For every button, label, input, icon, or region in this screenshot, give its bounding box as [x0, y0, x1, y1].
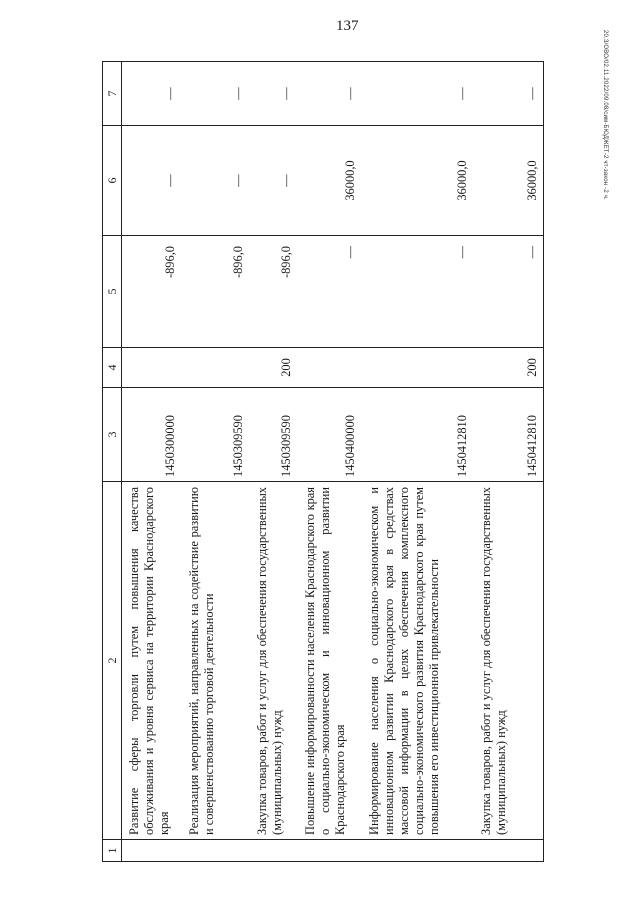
table-row	[474, 62, 544, 862]
table-wrapper	[102, 62, 543, 862]
target-code: 1450412810	[362, 388, 474, 482]
header-col-5: 5	[103, 236, 122, 348]
amount-col5: -896,0	[122, 236, 182, 348]
header-col-4: 4	[103, 348, 122, 388]
amount-col5: —	[362, 236, 474, 348]
rotated-table-container	[102, 62, 543, 862]
amount-col6: —	[182, 126, 250, 236]
budget-table	[102, 61, 544, 862]
expense-type: 200	[474, 348, 544, 388]
amount-col6: 36000,0	[362, 126, 474, 236]
row-number-cell	[362, 840, 474, 862]
amount-col6: —	[250, 126, 298, 236]
row-number-cell	[250, 840, 298, 862]
row-number-cell	[182, 840, 250, 862]
amount-col5: -896,0	[182, 236, 250, 348]
target-code: 1450400000	[298, 388, 362, 482]
expense-type	[362, 348, 474, 388]
amount-col7: —	[474, 62, 544, 126]
header-col-2: 2	[103, 482, 122, 840]
amount-col6: —	[122, 126, 182, 236]
amount-col7: —	[250, 62, 298, 126]
target-code: 1450309590	[250, 388, 298, 482]
header-col-1: 1	[103, 840, 122, 862]
page-number: 137	[336, 18, 359, 34]
target-code: 1450309590	[182, 388, 250, 482]
table-row	[122, 62, 182, 862]
item-name: Развитие сферы торговли путем повышения качества обслуживания и уровня сервиса на территории Краснодарского края	[122, 482, 182, 840]
target-code: 1450300000	[122, 388, 182, 482]
amount-col7: —	[298, 62, 362, 126]
item-name: Реализация мероприятий, направленных на содействие развитию и совершенствованию торговой деятельности	[182, 482, 250, 840]
header-col-7: 7	[103, 62, 122, 126]
expense-type: 200	[250, 348, 298, 388]
table-row	[250, 62, 298, 862]
header-col-3: 3	[103, 388, 122, 482]
amount-col7: —	[182, 62, 250, 126]
document-registration-stamp: 20.3/ОВО/02.11.2022/09.08/сим-БЮДЖЕТ-2 чт-закон -2 ч.	[602, 30, 608, 200]
amount-col6: 36000,0	[474, 126, 544, 236]
table-row	[298, 62, 362, 862]
amount-col7: —	[362, 62, 474, 126]
table-row	[182, 62, 250, 862]
expense-type	[182, 348, 250, 388]
amount-col6: 36000,0	[298, 126, 362, 236]
item-name: Закупка товаров, работ и услуг для обеспечения государственных (муниципальных) нужд	[474, 482, 544, 840]
expense-type	[298, 348, 362, 388]
amount-col5: —	[474, 236, 544, 348]
table-row	[362, 62, 474, 862]
header-col-6: 6	[103, 126, 122, 236]
row-number-cell	[298, 840, 362, 862]
row-number-cell	[474, 840, 544, 862]
item-name: Повышение информированности населения Краснодарского края о социально-экономическом и инновационном развитии Краснодарского края	[298, 482, 362, 840]
amount-col7: —	[122, 62, 182, 126]
row-number-cell	[122, 840, 182, 862]
amount-col5: —	[298, 236, 362, 348]
amount-col5: -896,0	[250, 236, 298, 348]
header-row	[103, 62, 122, 862]
target-code: 1450412810	[474, 388, 544, 482]
item-name: Информирование населения о социально-экономическом и инновационном развитии Краснодарского края в средствах массовой информации в целях обеспечения комплексного социально-экономического развития Краснодарского края путем повышения его инвестиционной привлекательности	[362, 482, 474, 840]
item-name: Закупка товаров, работ и услуг для обеспечения государственных (муниципальных) нужд	[250, 482, 298, 840]
expense-type	[122, 348, 182, 388]
